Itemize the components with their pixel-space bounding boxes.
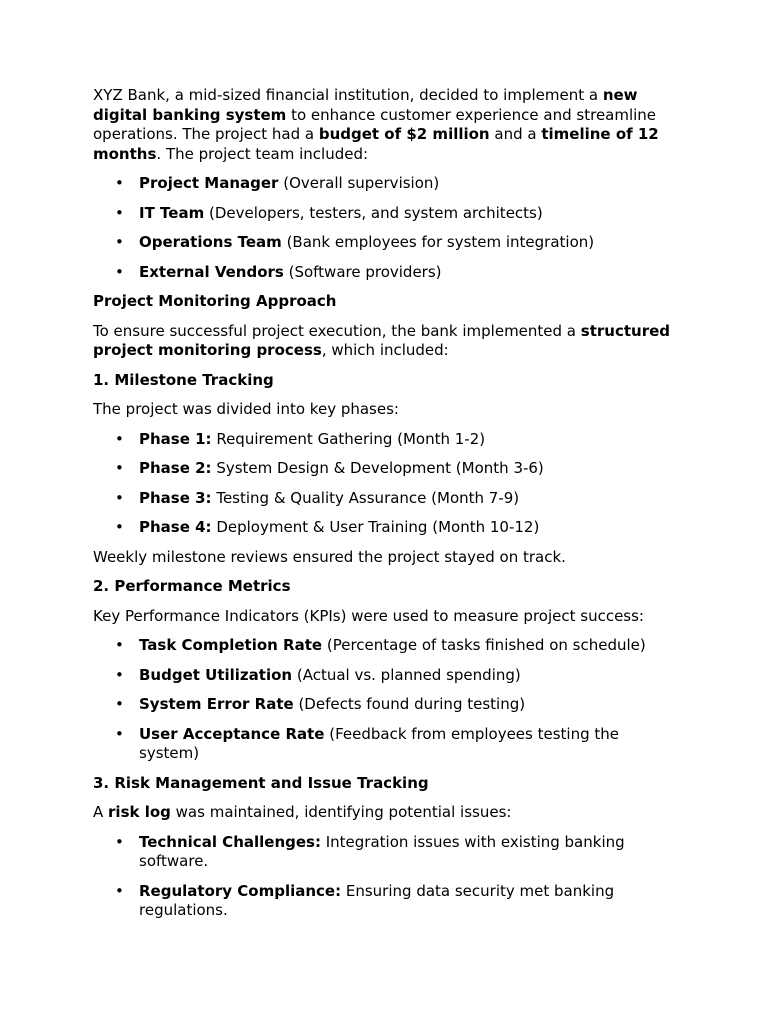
- risk-bold: risk log: [108, 803, 171, 821]
- intro-bold-timeline: timeline of 12 months: [93, 125, 659, 163]
- performance-intro: Key Performance Indicators (KPIs) were used to measure project success:: [93, 606, 644, 625]
- section-heading-milestone: 1. Milestone Tracking: [93, 370, 274, 389]
- item-text: Deployment & User Training (Month 10-12): [211, 518, 540, 536]
- intro-bold-budget: budget of $2 million: [318, 125, 490, 143]
- risk-intro: [93, 803, 683, 823]
- bullet-icon: •: [115, 724, 124, 743]
- bullet-icon: •: [115, 488, 124, 507]
- section-heading-risk: 3. Risk Management and Issue Tracking: [93, 773, 429, 792]
- bullet-icon: •: [115, 429, 124, 448]
- bullet-icon: •: [115, 832, 124, 851]
- list-item: [115, 262, 683, 283]
- item-bold: Phase 1:: [139, 429, 212, 448]
- list-item: [115, 518, 683, 538]
- item-bold: Project Manager: [139, 174, 279, 192]
- list-item: [115, 174, 683, 194]
- list-item: [115, 459, 683, 479]
- item-text: Testing & Quality Assurance (Month 7-9): [211, 488, 520, 507]
- bullet-icon: •: [115, 881, 124, 900]
- item-bold: Regulatory Compliance:: [139, 881, 342, 900]
- monitoring-text-2: , which included:: [321, 341, 449, 359]
- item-text: Requirement Gathering (Month 1-2): [211, 429, 486, 448]
- team-list: [93, 174, 683, 282]
- list-item: [115, 636, 683, 656]
- section-heading-monitoring: Project Monitoring Approach: [93, 292, 337, 310]
- list-item: [115, 429, 683, 450]
- item-bold: Phase 3:: [139, 488, 212, 507]
- bullet-icon: •: [115, 203, 124, 222]
- item-bold: System Error Rate: [139, 695, 294, 713]
- intro-text-2: to enhance customer experience and streamline operations. The project had a: [93, 105, 657, 143]
- list-item: [115, 695, 683, 715]
- item-text: (Software providers): [283, 262, 442, 281]
- monitoring-paragraph: [93, 322, 683, 361]
- risk-text-2: was maintained, identifying potential issues:: [170, 803, 512, 821]
- list-item: [115, 233, 683, 253]
- risk-list: [93, 833, 683, 921]
- item-text: Integration issues with existing banking software.: [139, 832, 625, 870]
- bullet-icon: •: [115, 262, 124, 281]
- milestone-intro: The project was divided into key phases:: [93, 400, 399, 418]
- bullet-icon: •: [115, 233, 124, 251]
- phase-list: [93, 430, 683, 538]
- milestone-outro: Weekly milestone reviews ensured the project stayed on track.: [93, 547, 566, 566]
- intro-text-4: . The project team included:: [156, 144, 369, 163]
- bullet-icon: •: [115, 665, 124, 684]
- list-item: [115, 881, 683, 921]
- intro-text-1: XYZ Bank, a mid-sized financial institution, decided to implement a: [93, 86, 603, 104]
- intro-bold-system: new digital banking system: [93, 86, 638, 124]
- kpi-list: [93, 636, 683, 764]
- bullet-icon: •: [115, 636, 124, 654]
- item-text: (Actual vs. planned spending): [292, 665, 521, 684]
- list-item: [115, 488, 683, 509]
- item-bold: Phase 2:: [139, 459, 212, 477]
- item-text: (Feedback from employees testing the system): [139, 724, 619, 762]
- item-text: (Defects found during testing): [293, 695, 526, 713]
- section-heading-performance: 2. Performance Metrics: [93, 577, 291, 595]
- item-bold: IT Team: [139, 203, 205, 222]
- intro-text-3: and a: [489, 125, 542, 143]
- item-bold: Task Completion Rate: [139, 636, 323, 654]
- document-page: [93, 86, 683, 931]
- bullet-icon: •: [115, 518, 124, 536]
- intro-paragraph: [93, 86, 683, 164]
- item-text: (Developers, testers, and system architects): [204, 203, 543, 222]
- monitoring-text-1: To ensure successful project execution, the bank implemented a: [93, 321, 581, 340]
- risk-text-1: A: [93, 803, 109, 821]
- item-bold: Phase 4:: [139, 518, 212, 536]
- bullet-icon: •: [115, 174, 124, 192]
- list-item: [115, 832, 683, 872]
- bullet-icon: •: [115, 695, 124, 713]
- item-text: (Overall supervision): [278, 174, 440, 192]
- item-bold: Technical Challenges:: [139, 832, 321, 851]
- monitoring-bold: structured project monitoring process: [93, 321, 671, 359]
- item-bold: External Vendors: [139, 262, 284, 281]
- item-text: Ensuring data security met banking regulations.: [139, 881, 615, 919]
- item-bold: Operations Team: [139, 233, 282, 251]
- list-item: [115, 203, 683, 224]
- item-text: System Design & Development (Month 3-6): [211, 459, 544, 477]
- item-bold: User Acceptance Rate: [139, 724, 325, 743]
- item-text: (Bank employees for system integration): [281, 233, 595, 251]
- list-item: [115, 724, 683, 764]
- item-text: (Percentage of tasks finished on schedule): [322, 636, 646, 654]
- list-item: [115, 665, 683, 686]
- item-bold: Budget Utilization: [139, 665, 293, 684]
- bullet-icon: •: [115, 459, 124, 477]
